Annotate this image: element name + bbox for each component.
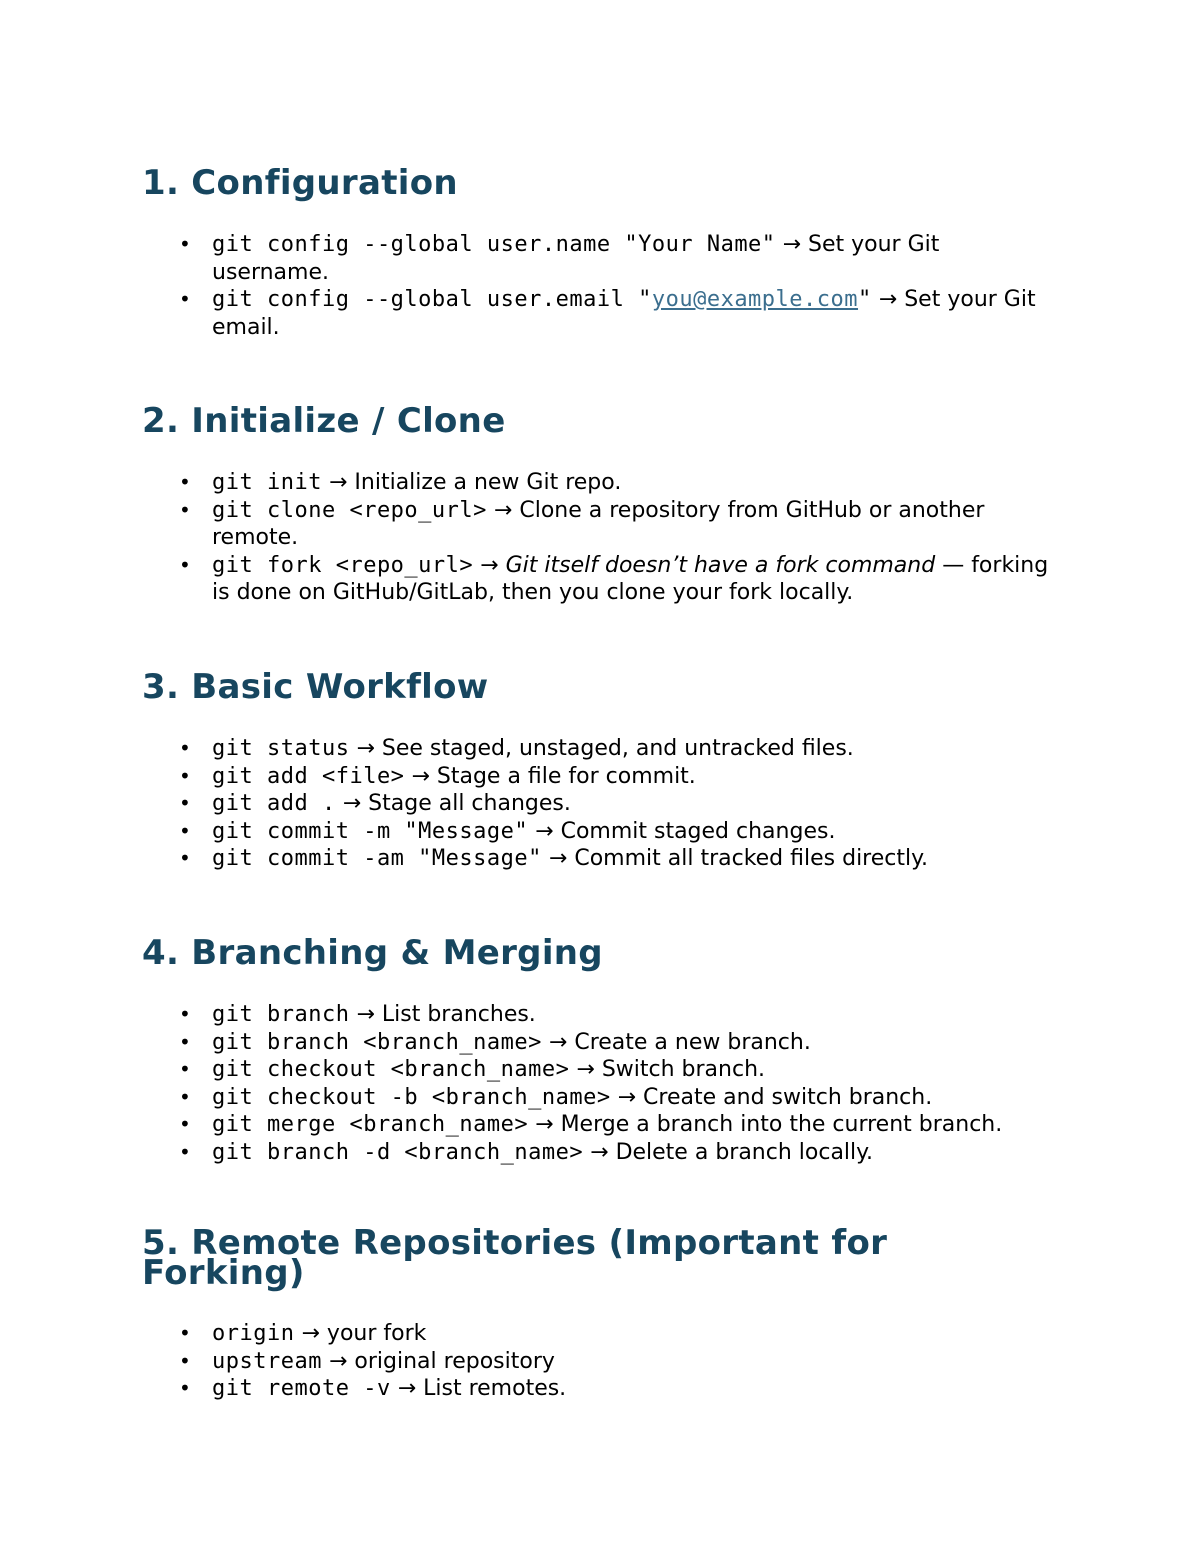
bullet-icon: • [179, 470, 191, 494]
command-text: git branch <branch_name> [212, 1029, 542, 1055]
command-text: git commit -m "Message" [212, 818, 529, 844]
section-heading: 3. Basic Workflow [142, 667, 489, 707]
bullet-icon: • [179, 497, 191, 522]
list-item [142, 469, 1062, 497]
arrow-icon: → [493, 497, 513, 523]
bullet-icon: • [179, 1348, 191, 1373]
bullet-icon: • [179, 791, 191, 815]
command-description: — forking is done on GitHub/GitLab, then you clone your fork locally. [212, 552, 1049, 605]
bullet-icon: • [179, 1112, 191, 1136]
section-remote-repositories [142, 1224, 942, 1403]
list-item [142, 497, 1062, 552]
command-text: git clone <repo_url> [212, 497, 487, 523]
arrow-icon: → [411, 763, 430, 789]
command-text-part: " [858, 287, 872, 312]
command-text: git branch [212, 1002, 350, 1027]
command-description: Merge a branch into the current branch. [560, 1112, 1003, 1137]
command-text: git checkout -b <branch_name> [212, 1084, 611, 1110]
command-list [142, 469, 1062, 607]
command-text: git init [212, 470, 322, 495]
arrow-icon: → [535, 818, 554, 844]
bullet-icon: • [179, 232, 191, 256]
section-configuration [142, 158, 1062, 341]
list-item [142, 1320, 942, 1348]
arrow-icon: → [397, 1376, 417, 1401]
command-description: Stage a file for commit. [436, 763, 696, 789]
section-branching-merging [142, 928, 1062, 1166]
command-list [142, 1001, 1062, 1166]
bullet-icon: • [179, 1321, 191, 1345]
command-description: Set your Git username. [212, 232, 940, 285]
command-text: git status [212, 736, 350, 761]
command-description: original repository [354, 1348, 555, 1374]
bullet-icon: • [179, 736, 191, 760]
list-item [142, 1029, 1062, 1057]
command-text: git checkout <branch_name> [212, 1057, 570, 1082]
section-heading: 5. Remote Repositories (Important for Forking) [142, 1223, 888, 1293]
arrow-icon: → [328, 470, 348, 495]
list-item [142, 1084, 1062, 1112]
arrow-icon: → [590, 1139, 609, 1165]
command-description: List branches. [381, 1002, 536, 1027]
command-description: See staged, unstaged, and untracked files. [381, 736, 854, 761]
command-text: origin [212, 1321, 295, 1346]
command-list [142, 735, 1062, 873]
command-description: Clone a repository from GitHub or another remote. [212, 497, 985, 550]
arrow-icon: → [617, 1084, 637, 1110]
command-text: git add <file> [212, 763, 405, 789]
list-item [142, 790, 1062, 818]
list-item [142, 845, 1062, 873]
command-text-part: git config --global user.email " [212, 287, 652, 312]
command-description: Commit all tracked files directly. [574, 846, 928, 871]
list-item [142, 818, 1062, 846]
section-heading: 1. Configuration [142, 163, 458, 203]
section-heading: 2. Initialize / Clone [142, 401, 506, 441]
arrow-icon: → [782, 232, 801, 257]
command-description: Delete a branch locally. [615, 1139, 874, 1165]
list-item [142, 231, 1062, 286]
command-description: Create and switch branch. [643, 1084, 933, 1110]
arrow-icon: → [356, 1002, 375, 1027]
command-text: git fork <repo_url> [212, 552, 474, 578]
list-item [142, 1001, 1062, 1029]
command-description: your fork [326, 1321, 427, 1346]
command-text: git config --global user.name "Your Name" [212, 232, 776, 257]
list-item [142, 735, 1062, 763]
command-text: git commit -am "Message" [212, 846, 542, 871]
list-item [142, 1139, 1062, 1167]
arrow-icon: → [301, 1321, 320, 1346]
command-description: List remotes. [423, 1376, 567, 1401]
command-description: Set your Git email. [212, 287, 1036, 340]
command-text [212, 287, 872, 312]
command-description: Commit staged changes. [560, 818, 836, 844]
section-basic-workflow [142, 662, 1062, 873]
arrow-icon: → [548, 846, 568, 871]
command-list [142, 1320, 942, 1403]
arrow-icon: → [328, 1348, 348, 1374]
bullet-icon: • [179, 1029, 191, 1054]
bullet-icon: • [179, 287, 191, 311]
section-heading: 4. Branching & Merging [142, 933, 603, 973]
command-text: git remote -v [212, 1376, 391, 1401]
command-description: Switch branch. [601, 1057, 766, 1082]
arrow-icon: → [342, 791, 362, 816]
bullet-icon: • [179, 552, 191, 577]
command-text: git merge <branch_name> [212, 1112, 529, 1137]
bullet-icon: • [179, 1376, 191, 1400]
bullet-icon: • [179, 1084, 191, 1109]
bullet-icon: • [179, 763, 191, 788]
arrow-icon: → [356, 736, 375, 761]
arrow-icon: → [535, 1112, 554, 1137]
command-description: Stage all changes. [368, 791, 571, 816]
list-item [142, 1111, 1062, 1139]
arrow-icon: → [576, 1057, 595, 1082]
bullet-icon: • [179, 846, 191, 870]
email-link[interactable]: you@example.com [651, 287, 859, 312]
bullet-icon: • [179, 1002, 191, 1026]
command-text: git branch -d <branch_name> [212, 1139, 584, 1165]
command-text: upstream [212, 1348, 322, 1374]
list-item [142, 1375, 942, 1403]
section-initialize-clone [142, 396, 1062, 607]
bullet-icon: • [179, 1139, 191, 1164]
bullet-icon: • [179, 818, 191, 843]
list-item [142, 763, 1062, 791]
list-item [142, 1056, 1062, 1084]
command-description: Initialize a new Git repo. [354, 470, 622, 495]
arrow-icon: → [548, 1029, 568, 1055]
arrow-icon: → [480, 552, 499, 578]
list-item [142, 286, 1062, 341]
command-description-italic: Git itself doesn’t have a fork command [505, 552, 936, 578]
command-list [142, 231, 1062, 341]
command-text: git add . [212, 791, 336, 816]
command-description: Create a new branch. [574, 1029, 811, 1055]
list-item [142, 1348, 942, 1376]
bullet-icon: • [179, 1057, 191, 1081]
list-item [142, 552, 1062, 607]
arrow-icon: → [878, 287, 898, 312]
